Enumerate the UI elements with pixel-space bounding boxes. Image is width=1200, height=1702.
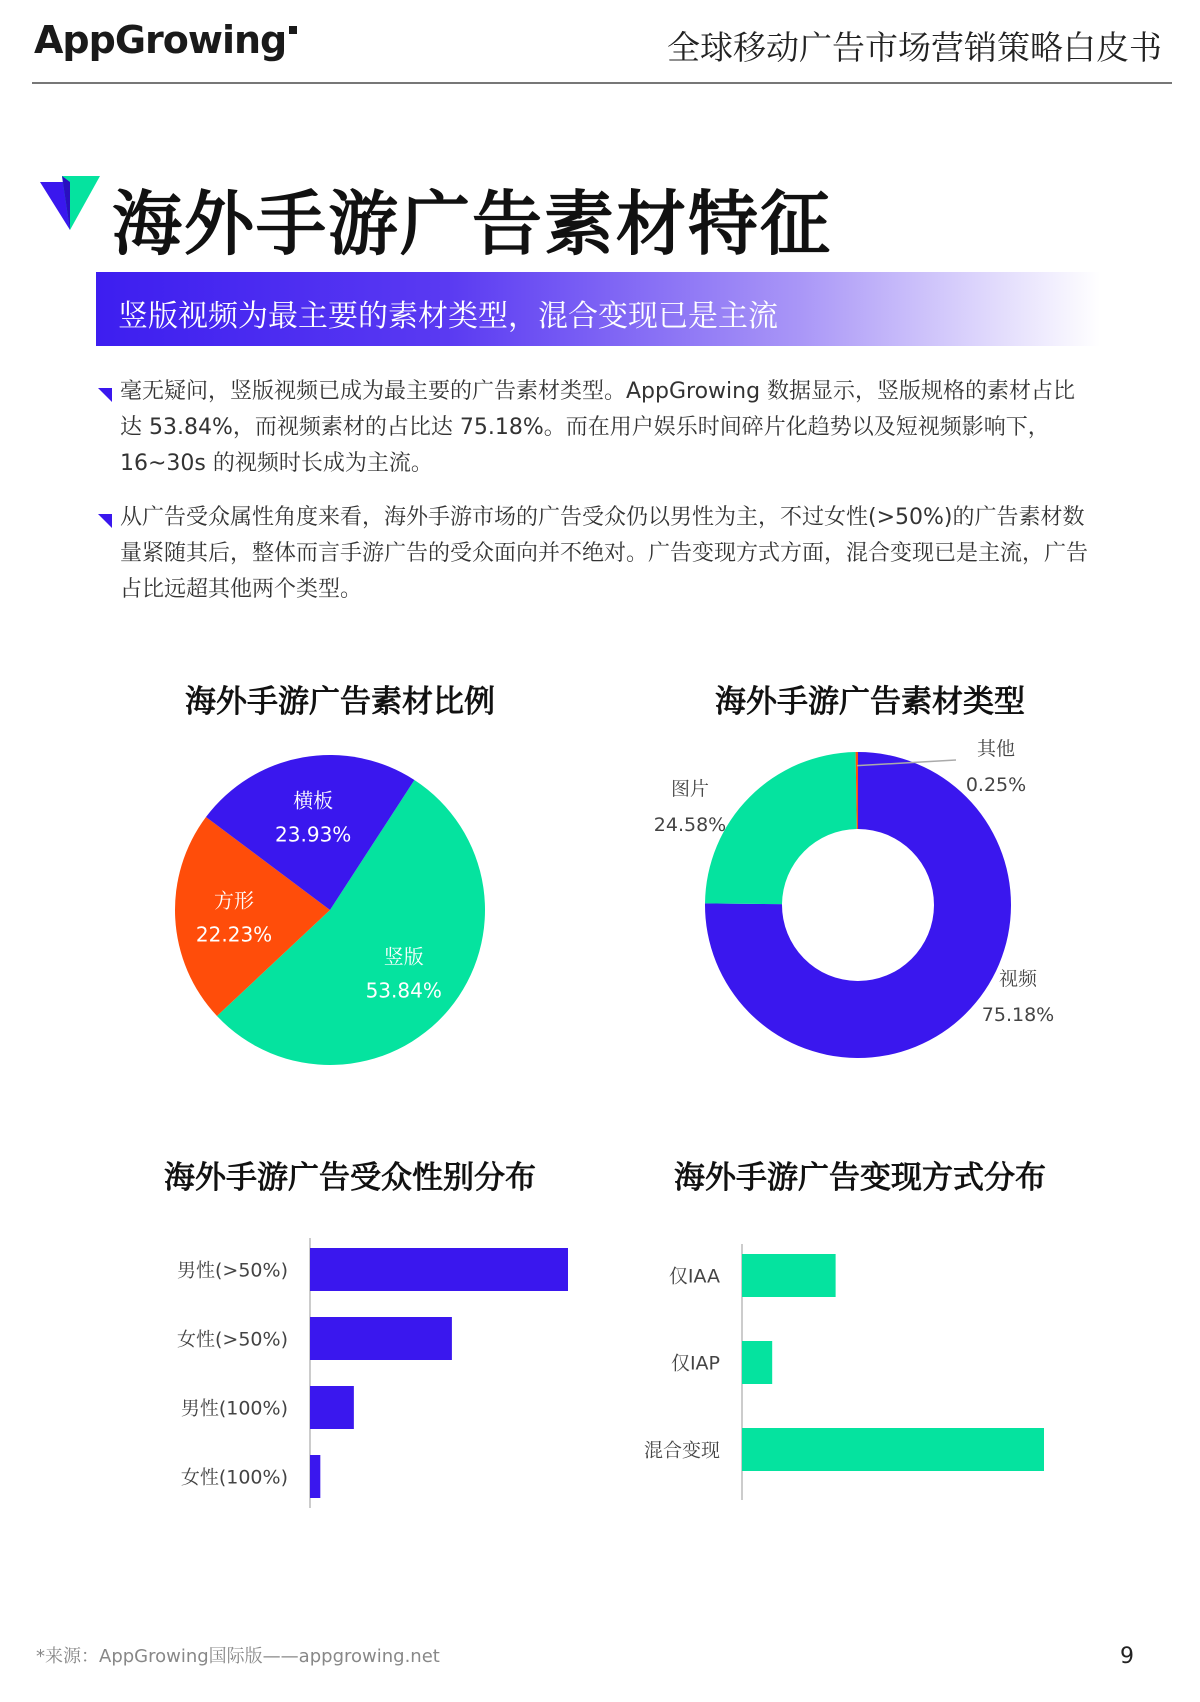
bar-0 — [742, 1254, 836, 1297]
bullet-triangle-icon — [98, 514, 112, 528]
bar-chart-monetization — [620, 1230, 1080, 1500]
chart-title-gender: 海外手游广告受众性别分布 — [164, 1160, 536, 1196]
pie-slice-label: 横板 — [293, 788, 334, 813]
page-number: 9 — [1120, 1644, 1134, 1669]
appgrowing-logo — [34, 18, 297, 62]
chart-title-material-ratio: 海外手游广告素材比例 — [185, 684, 495, 720]
donut-slice-value: 24.58% — [653, 814, 727, 836]
subtitle-text: 竖版视频为最主要的素材类型，混合变现已是主流 — [118, 299, 778, 334]
header-divider — [32, 82, 1172, 84]
bar-category-label: 仅IAP — [670, 1352, 720, 1375]
bar-category-label: 女性(100%) — [180, 1466, 288, 1489]
pie-slice-value: 22.23% — [195, 922, 273, 947]
chart-title-monetization: 海外手游广告变现方式分布 — [674, 1160, 1046, 1196]
title-arrow-icon — [40, 176, 100, 236]
donut-slice-1 — [705, 752, 857, 904]
bar-category-label: 女性(>50%) — [177, 1328, 288, 1351]
donut-slice-value: 75.18% — [981, 1004, 1055, 1026]
donut-chart-material-type — [640, 730, 1080, 1070]
bar-2 — [310, 1386, 354, 1429]
donut-slice-label: 其他 — [976, 738, 1016, 760]
pie-slice-label: 竖版 — [383, 944, 424, 969]
bar-category-label: 仅IAA — [668, 1265, 720, 1288]
chart-title-material-type: 海外手游广告素材类型 — [715, 684, 1025, 720]
source-note: *来源：AppGrowing国际版——appgrowing.net — [36, 1646, 440, 1667]
bar-chart-gender — [130, 1230, 590, 1520]
logo-text-app: App — [34, 18, 115, 62]
bar-3 — [310, 1455, 320, 1498]
document-title: 全球移动广告市场营销策略白皮书 — [667, 28, 1162, 67]
logo-mark-icon — [289, 26, 297, 34]
bar-1 — [742, 1341, 772, 1384]
bar-2 — [742, 1428, 1044, 1471]
bar-category-label: 混合变现 — [643, 1439, 720, 1462]
paragraph-2: 从广告受众属性角度来看，海外手游市场的广告受众仍以男性为主，不过女性(>50%)的广告素材数量紧随其后，整体而言手游广告的受众面向并不绝对。广告变现方式方面，混合变现已是主流，广告占比远超其他两个类型。 — [120, 505, 1089, 602]
pie-chart-material-ratio — [150, 740, 510, 1080]
bar-1 — [310, 1317, 452, 1360]
donut-slice-label: 视频 — [998, 968, 1038, 990]
bar-category-label: 男性(>50%) — [177, 1259, 288, 1282]
pie-slice-label: 方形 — [214, 888, 255, 913]
donut-slice-label: 图片 — [670, 778, 710, 800]
bar-0 — [310, 1248, 568, 1291]
pie-slice-value: 23.93% — [275, 822, 352, 847]
pie-slice-value: 53.84% — [365, 978, 442, 1003]
bullet-triangle-icon — [98, 388, 112, 402]
logo-text-growing: Growing — [114, 18, 287, 62]
donut-slice-value: 0.25% — [965, 774, 1027, 796]
page-title: 海外手游广告素材特征 — [112, 183, 832, 265]
bar-category-label: 男性(100%) — [180, 1397, 288, 1420]
paragraph-1: 毫无疑问，竖版视频已成为最主要的广告素材类型。AppGrowing 数据显示，竖版规格的素材占比达 53.84%，而视频素材的占比达 75.18%。而在用户娱乐时间碎片化趋势以及短视频影响下，16~30s 的视频时长成为主流。 — [120, 379, 1076, 476]
